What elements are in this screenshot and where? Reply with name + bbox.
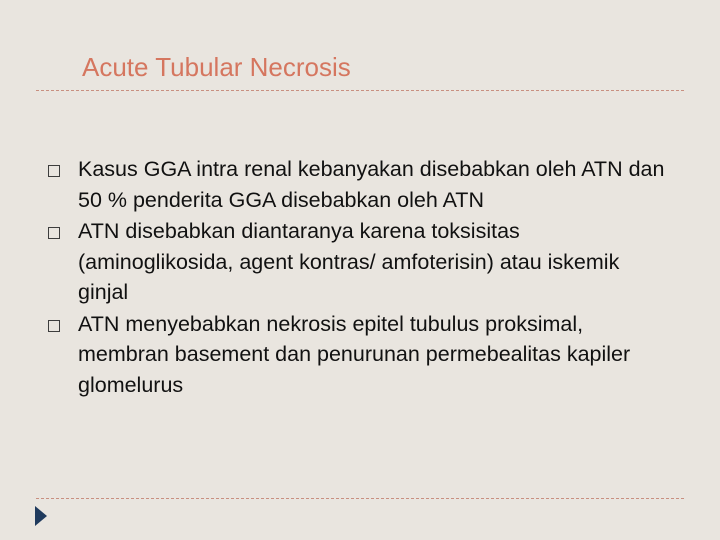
list-item [48, 154, 668, 215]
square-outline-icon [48, 165, 60, 177]
play-arrow-icon[interactable] [35, 506, 47, 526]
list-item [48, 216, 668, 308]
square-outline-icon [48, 227, 60, 239]
square-outline-icon [48, 320, 60, 332]
list-item [48, 309, 668, 401]
slide-title: Acute Tubular Necrosis [82, 52, 351, 82]
bullet-text: ATN disebabkan diantaranya karena toksisitas (aminoglikosida, agent kontras/ amfoterisin) atau iskemik ginjal [78, 219, 620, 304]
bottom-divider [36, 498, 684, 499]
bullet-text: Kasus GGA intra renal kebanyakan disebabkan oleh ATN dan 50 % penderita GGA disebabkan oleh ATN [78, 157, 665, 212]
bullet-text: ATN menyebabkan nekrosis epitel tubulus proksimal, membran basement dan penurunan permebealitas kapiler glomelurus [78, 311, 631, 397]
bullet-list [48, 154, 668, 401]
top-divider [36, 90, 684, 91]
